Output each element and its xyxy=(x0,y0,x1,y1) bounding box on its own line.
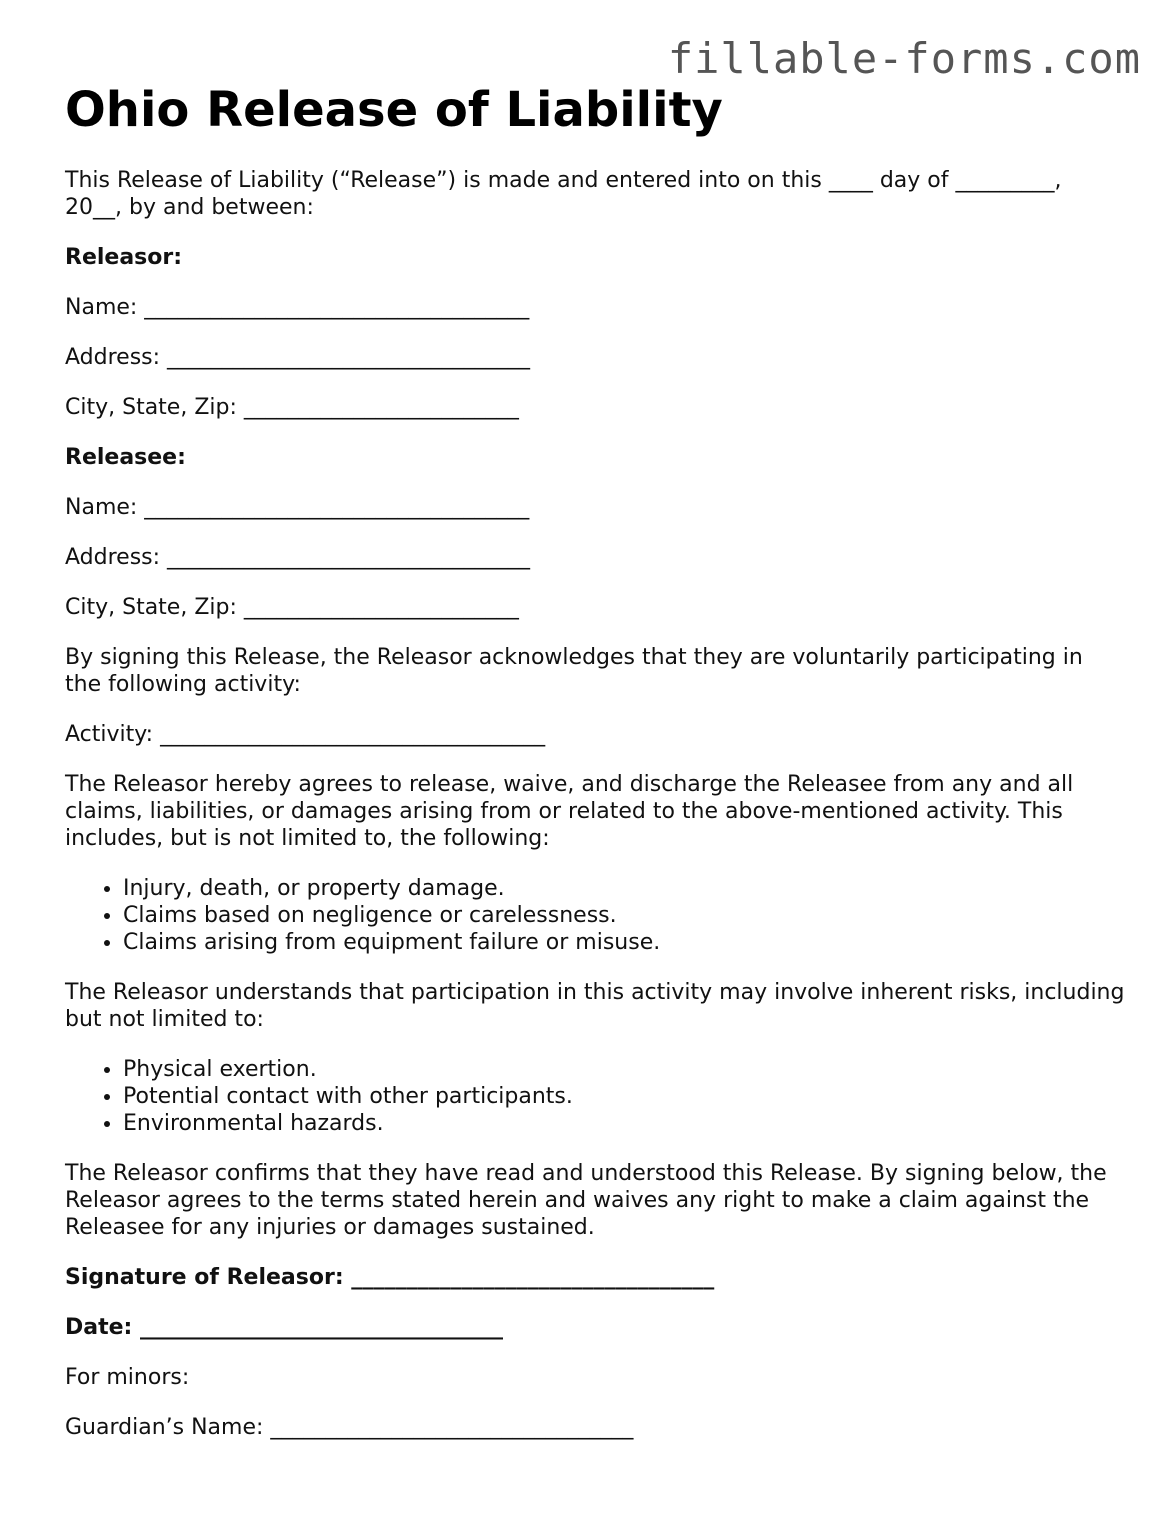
signature-field[interactable]: Signature of Releasor: _________________________________ xyxy=(65,1264,715,1290)
release-paragraph: The Releasor hereby agrees to release, waive, and discharge the Releasee from any and all claims, liabilities, or damages arising from or related to the above-mentioned activity. This includes, but is not limited to, the following: xyxy=(65,771,1074,851)
minors-label: For minors: xyxy=(65,1364,190,1390)
activity-field[interactable]: Activity: ___________________________________ xyxy=(65,721,546,747)
confirm-paragraph: The Releasor confirms that they have read and understood this Release. By signing below, the Releasor agrees to the terms stated herein and waives any right to make a claim against the Releasee for any injuries or damages sustained. xyxy=(65,1160,1107,1240)
claims-list xyxy=(65,875,1125,956)
list-item: • Claims arising from equipment failure or misuse. xyxy=(123,929,1125,956)
releasor-name-field[interactable]: Name: ___________________________________ xyxy=(65,294,530,320)
list-item: • Environmental hazards. xyxy=(123,1110,1125,1137)
page-title: Ohio Release of Liability xyxy=(65,82,723,138)
releasor-city-field[interactable]: City, State, Zip: _________________________ xyxy=(65,394,519,420)
site-watermark: fillable-forms.com xyxy=(667,34,1141,83)
intro-paragraph: This Release of Liability (“Release”) is made and entered into on this ____ day of _________, 20__, by and between: xyxy=(65,167,1062,220)
risks-list xyxy=(65,1056,1125,1137)
date-field[interactable]: Date: _________________________________ xyxy=(65,1314,504,1340)
risks-paragraph: The Releasor understands that participation in this activity may involve inherent risks, including but not limited to: xyxy=(65,979,1125,1032)
guardian-name-field[interactable]: Guardian’s Name: _________________________________ xyxy=(65,1414,634,1440)
releasor-address-field[interactable]: Address: _________________________________ xyxy=(65,344,531,370)
acknowledge-paragraph: By signing this Release, the Releasor acknowledges that they are voluntarily participating in the following activity: xyxy=(65,644,1083,697)
releasee-city-field[interactable]: City, State, Zip: _________________________ xyxy=(65,594,519,620)
list-item: • Injury, death, or property damage. xyxy=(123,875,1125,902)
releasor-heading: Releasor: xyxy=(65,244,183,270)
releasee-address-field[interactable]: Address: _________________________________ xyxy=(65,544,531,570)
releasee-heading: Releasee: xyxy=(65,444,186,470)
list-item: • Potential contact with other participants. xyxy=(123,1083,1125,1110)
document-body xyxy=(65,84,1125,1464)
list-item: • Physical exertion. xyxy=(123,1056,1125,1083)
list-item: • Claims based on negligence or carelessness. xyxy=(123,902,1125,929)
releasee-name-field[interactable]: Name: ___________________________________ xyxy=(65,494,530,520)
